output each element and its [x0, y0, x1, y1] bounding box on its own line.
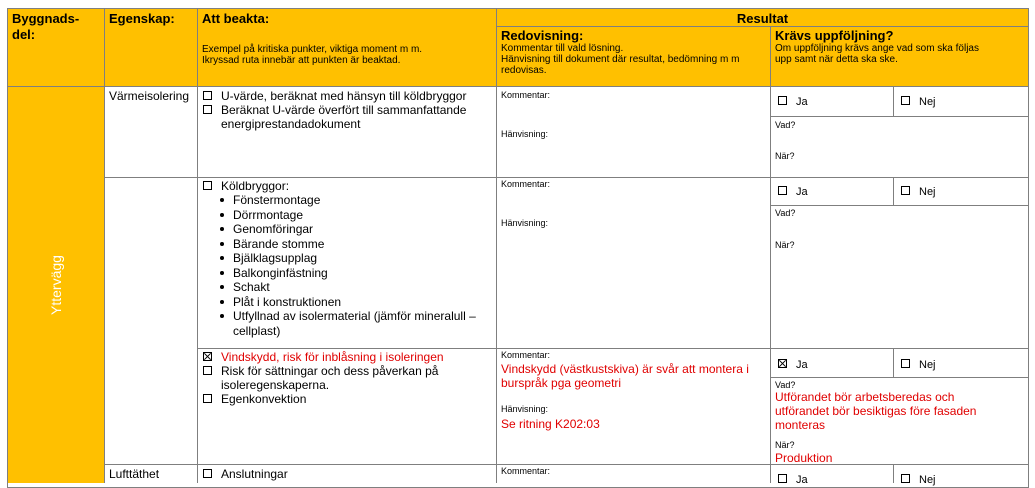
checkbox[interactable] — [778, 474, 787, 483]
nej-option[interactable]: Nej — [901, 96, 936, 108]
hanvisning-label: Hänvisning: — [501, 404, 549, 414]
nej-option[interactable]: Nej — [901, 359, 936, 371]
row3-items — [203, 350, 493, 406]
header-att-beakta-sub: Exempel på kritiska punkter, viktiga moment m m. Ikryssad ruta innebär att punkten är beaktad. — [202, 44, 423, 66]
egenskap-vameisolering: Värmeisolering — [109, 89, 190, 103]
row2-items — [203, 179, 493, 338]
header-uppfoljning: Krävs uppföljning? — [775, 28, 894, 43]
list-item[interactable]: Anslutningar — [203, 467, 493, 481]
header-redovisning-sub: Kommentar till vald lösning. Hänvisning till dokument där resultat, bedömning m m redovisas. — [501, 43, 740, 76]
header-resultat: Resultat — [736, 11, 789, 26]
vad-label: Vad? — [775, 120, 796, 130]
header-redovisning: Redovisning: — [501, 28, 584, 43]
header-egenskap: Egenskap: — [109, 11, 175, 26]
checkbox-checked[interactable] — [203, 352, 212, 361]
kommentar-label: Kommentar: — [501, 466, 551, 476]
ja-option[interactable]: Ja — [778, 186, 808, 198]
row4-items — [203, 467, 493, 481]
bullet-item: Bärande stomme — [203, 237, 493, 252]
checkbox[interactable] — [901, 96, 910, 105]
header-uppfoljning-sub: Om uppföljning krävs ange vad som ska följas upp samt när detta ska ske. — [775, 43, 979, 65]
list-item[interactable]: Egenkonvektion — [203, 392, 493, 406]
header-att-beakta: Att beakta: — [202, 11, 270, 26]
nej-option[interactable]: Nej — [901, 474, 936, 486]
checkbox[interactable] — [203, 105, 212, 114]
checkbox[interactable] — [901, 474, 910, 483]
checkbox[interactable] — [203, 181, 212, 190]
list-item[interactable]: Beräknat U-värde överfört till sammanfattande energiprestandadokument — [203, 103, 493, 131]
kommentar-value: Vindskydd (västkustskiva) är svår att montera i burspråk pga geometri — [501, 362, 749, 390]
checkbox[interactable] — [203, 469, 212, 478]
nar-value: Produktion — [775, 451, 833, 465]
vad-label: Vad? — [775, 380, 796, 390]
nej-option[interactable]: Nej — [901, 186, 936, 198]
checkbox[interactable] — [901, 359, 910, 368]
checkbox[interactable] — [203, 366, 212, 375]
checkbox[interactable] — [778, 186, 787, 195]
ja-option[interactable]: Ja — [778, 474, 808, 486]
vad-label: Vad? — [775, 208, 796, 218]
nar-label: När? — [775, 240, 795, 250]
hanvisning-label: Hänvisning: — [501, 129, 549, 139]
ja-option[interactable]: Ja — [778, 359, 808, 371]
side-label-text: Yttervägg — [48, 255, 64, 315]
kommentar-label: Kommentar: — [501, 179, 551, 189]
bullet-item: Plåt i konstruktionen — [203, 295, 493, 310]
vad-value: Utförandet bör arbetsberedas och utförandet bör besiktigas före fasaden monteras — [775, 390, 977, 432]
kommentar-label: Kommentar: — [501, 90, 551, 100]
row1-items — [203, 89, 493, 131]
list-item[interactable]: Köldbryggor: — [203, 179, 493, 193]
bullet-item: Schakt — [203, 280, 493, 295]
list-item[interactable]: Risk för sättningar och dess påverkan på isoleregenskaperna. — [203, 364, 493, 392]
hanvisning-value: Se ritning K202:03 — [501, 417, 600, 431]
bullet-item: Fönstermontage — [203, 193, 493, 208]
checkbox[interactable] — [203, 394, 212, 403]
nar-label: När? — [775, 151, 795, 161]
ja-option[interactable]: Ja — [778, 96, 808, 108]
nar-label: När? — [775, 440, 795, 450]
header-byggnadsdel: Byggnads- del: — [12, 11, 80, 42]
bullet-item: Genomföringar — [203, 222, 493, 237]
checkbox[interactable] — [778, 96, 787, 105]
checkbox[interactable] — [203, 91, 212, 100]
checkbox-checked[interactable] — [778, 359, 787, 368]
list-item[interactable]: U-värde, beräknat med hänsyn till köldbryggor — [203, 89, 493, 103]
bullet-item: Bjälklagsupplag — [203, 251, 493, 266]
bullet-item: Utfyllnad av isolermaterial (jämför mineralull – cellplast) — [203, 309, 488, 338]
bullet-item: Balkonginfästning — [203, 266, 493, 281]
bullet-item: Dörrmontage — [203, 208, 493, 223]
kommentar-label: Kommentar: — [501, 350, 551, 360]
hanvisning-label: Hänvisning: — [501, 218, 549, 228]
list-item[interactable]: Vindskydd, risk för inblåsning i isoleringen — [203, 350, 493, 364]
side-label — [8, 87, 104, 483]
egenskap-lufttathet: Lufttäthet — [109, 467, 160, 481]
checkbox[interactable] — [901, 186, 910, 195]
